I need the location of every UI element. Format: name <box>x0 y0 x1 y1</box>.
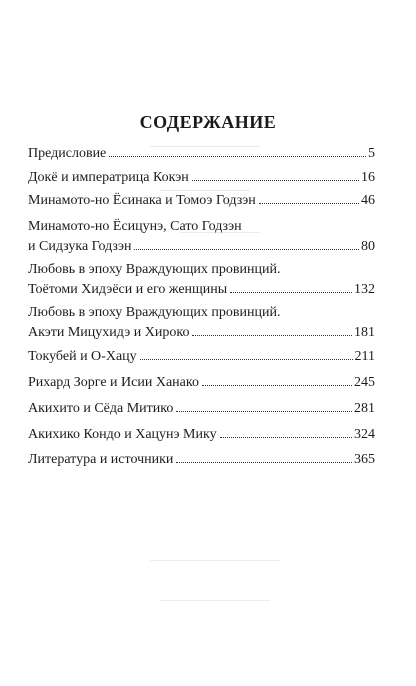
toc-entry-page: 80 <box>361 239 375 254</box>
toc-entry-title: Предисловие <box>28 146 107 161</box>
toc-entry <box>28 375 375 391</box>
toc-entry <box>28 349 375 365</box>
dot-leader <box>192 335 352 336</box>
toc-entry-title: Рихард Зорге и Исии Ханако <box>28 375 199 390</box>
toc-entry-line <box>28 427 375 443</box>
toc-entry-page: 5 <box>368 146 375 161</box>
dot-leader <box>134 249 359 250</box>
dot-leader <box>220 437 352 438</box>
toc-entry <box>28 193 375 209</box>
show-through-decoration <box>160 600 270 607</box>
toc-entry-line <box>28 349 375 365</box>
show-through-decoration <box>150 560 280 567</box>
dot-leader <box>176 411 352 412</box>
toc-entry-page: 324 <box>354 427 375 442</box>
toc-entry-title: Докё и императрица Кокэн <box>28 170 189 185</box>
dot-leader <box>202 385 352 386</box>
dot-leader <box>176 462 352 463</box>
toc-entry <box>28 452 375 468</box>
dot-leader <box>140 359 353 360</box>
toc-entry-title: и Сидзука Годзэн <box>28 239 132 254</box>
toc-entry-title: Акихико Кондо и Хацунэ Мику <box>28 427 217 442</box>
toc-entry <box>28 170 375 186</box>
toc-entry <box>28 427 375 443</box>
toc-entry-line <box>28 146 375 162</box>
toc-entry-line <box>28 282 375 298</box>
toc-entry-page: 46 <box>361 193 375 208</box>
dot-leader <box>230 292 352 293</box>
dot-leader <box>109 156 366 157</box>
toc-entry-title: Акэти Мицухидэ и Хироко <box>28 325 190 340</box>
toc-entry-line <box>28 375 375 391</box>
toc-entry-title: Литература и источники <box>28 452 174 467</box>
toc-entry-title: Минамото-но Ёсинака и Томоэ Годзэн <box>28 193 256 208</box>
toc-entry-line <box>28 193 375 209</box>
toc-entry-line <box>28 452 375 468</box>
dot-leader <box>192 180 359 181</box>
dot-leader <box>259 203 359 204</box>
toc-entry-page: 211 <box>354 349 375 364</box>
toc-entry-line <box>28 239 375 255</box>
toc-entry-title: Акихито и Сёда Митико <box>28 401 174 416</box>
toc-entry <box>28 262 375 298</box>
toc-entry-title-line: Любовь в эпоху Враждующих провинций. <box>28 305 281 320</box>
toc-entry <box>28 401 375 417</box>
toc-entry-page: 16 <box>361 170 375 185</box>
toc-entry-page: 132 <box>354 282 375 297</box>
toc-entry-title: Токубей и О-Хацу <box>28 349 137 364</box>
page-title: СОДЕРЖАНИЕ <box>139 112 277 132</box>
toc-entry <box>28 146 375 162</box>
toc-entry <box>28 219 375 255</box>
toc-entry-page: 365 <box>354 452 375 467</box>
toc-entry-line <box>28 325 375 341</box>
toc-entry-line <box>28 401 375 417</box>
toc-entry-title: Тоётоми Хидэёси и его женщины <box>28 282 228 297</box>
toc-entry-page: 181 <box>354 325 375 340</box>
toc-entry-title-line: Любовь в эпоху Враждующих провинций. <box>28 262 281 277</box>
toc-entry-page: 245 <box>354 375 375 390</box>
toc-entry <box>28 305 375 341</box>
toc-entry-page: 281 <box>354 401 375 416</box>
toc-entry-title-line: Минамото-но Ёсицунэ, Сато Годзэн <box>28 219 242 234</box>
toc-entry-line <box>28 170 375 186</box>
